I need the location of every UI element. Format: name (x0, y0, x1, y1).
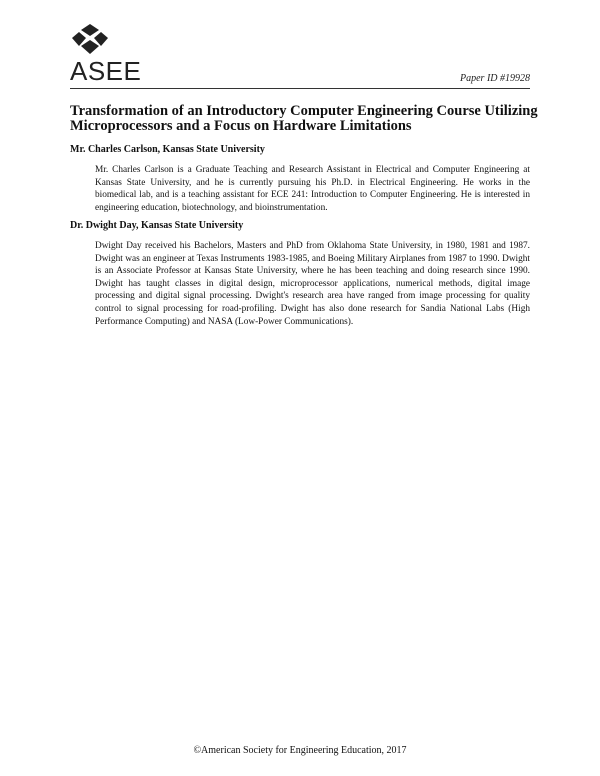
paper-id: Paper ID #19928 (460, 73, 530, 84)
asee-logo-text: ASEE (70, 56, 142, 86)
author-name: Mr. Charles Carlson, Kansas State University (70, 144, 265, 155)
author-bio: Dwight Day received his Bachelors, Masters and PhD from Oklahoma State University, in 1980, 1981 and 1987. Dwight was an engineer at Texas Instruments 1983-1985, and Boeing Military Airplanes from 1987 to 1990. Dwight is an Associate Professor at Kansas State University, where he has been teaching and doing research since 1990. Dwight has taught classes in digital design, microprocessor applications, numerical methods, digital image processing and digital signal processing. Dwight's research area have ranged from image processing for quality control to signal processing for road-profiling. Dwight has also done research for Sandia National Labs (High Performance Computing) and NASA (Low-Power Communications). (95, 241, 530, 327)
header-rule (70, 88, 530, 89)
asee-logo-mark-icon (70, 24, 110, 58)
author-name: Dr. Dwight Day, Kansas State University (70, 220, 244, 231)
author-bio: Mr. Charles Carlson is a Graduate Teaching and Research Assistant in Electrical and Computer Engineering at Kansas State University, and he is currently pursuing his Ph.D. in Electrical Engineering. He works in the biomedical lab, and is a teaching assistant for ECE 241: Introduction to Computer Engineering. He is interested in engineering education, biotechnology, and bioinstrumentation. (95, 165, 530, 213)
paper-title: Transformation of an Introductory Computer Engineering Course Utilizing Microprocessors and a Focus on Hardware Limitations (70, 103, 538, 134)
copyright-footer: ©American Society for Engineering Education, 2017 (193, 745, 407, 756)
